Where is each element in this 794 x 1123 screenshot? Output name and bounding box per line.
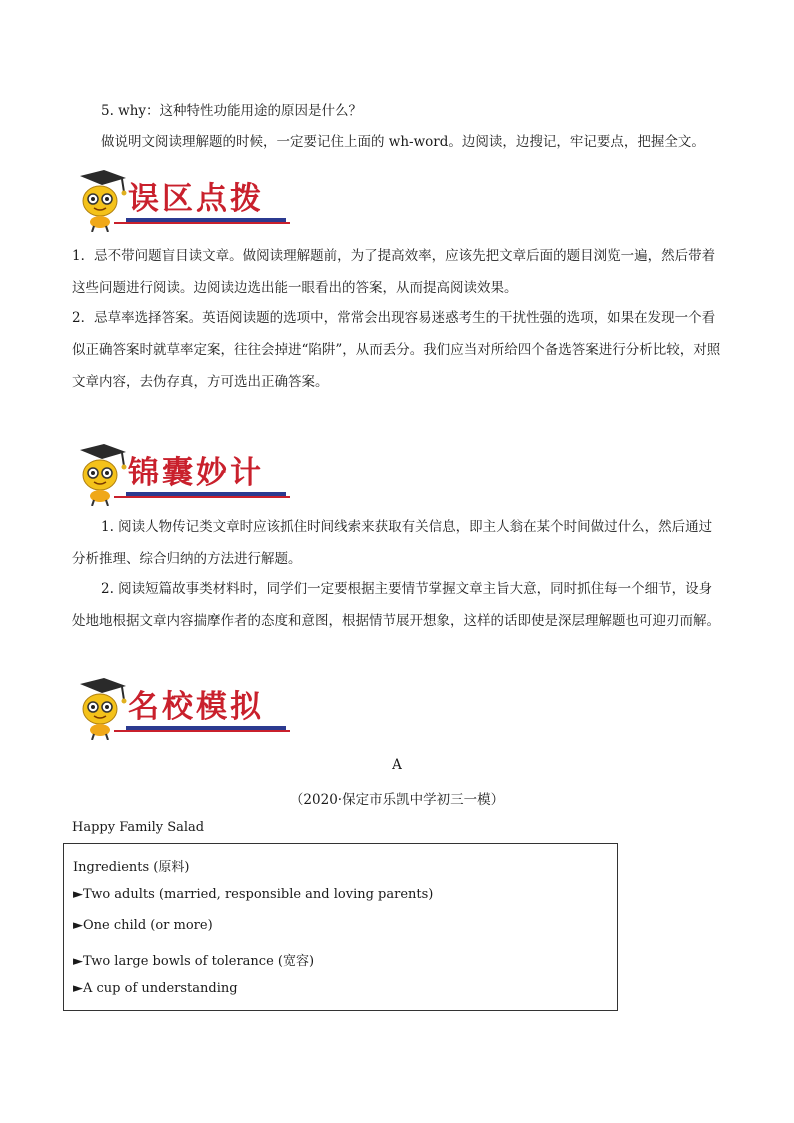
section-banner-tips bbox=[70, 444, 290, 502]
tip-item-1: 1. 阅读人物传记类文章时应该抓住时间线索来获取有关信息，即主人翁在某个时间做过什么，然后通过分析推理、综合归纳的方法进行解题。 bbox=[72, 519, 713, 567]
banner-underline bbox=[114, 222, 290, 224]
mistake-item-2: 2．忌草率选择答案。英语阅读题的选项中，常常会出现容易迷惑考生的干扰性强的选项，如果在发现一个看似正确答案时就草率定案，往往会掉进“陷阱”，从而丢分。我们应当对所给四个备选答案进行分析比较，对照文章内容，去伪存真，方可选出正确答案。 bbox=[72, 310, 721, 390]
passage-title: Happy Family Salad bbox=[72, 820, 205, 835]
ingredient-item: ►Two adults (married, responsible and loving parents) bbox=[73, 887, 434, 902]
ingredient-item: ►One child (or more) bbox=[73, 918, 213, 933]
passage-source: （2020·保定市乐凯中学初三一模） bbox=[289, 792, 505, 808]
section-banner-practice bbox=[70, 678, 290, 736]
intro-line-why: 5. why：这种特性功能用途的原因是什么？ bbox=[101, 103, 363, 119]
ingredient-item: ►Two large bowls of tolerance (宽容) bbox=[73, 954, 315, 969]
ingredients-header: Ingredients (原料) bbox=[73, 860, 190, 875]
section-title-tips: 锦囊妙计 bbox=[128, 455, 264, 491]
section-title-mistakes: 误区点拨 bbox=[128, 181, 264, 217]
ingredients-box bbox=[63, 843, 618, 1011]
ingredient-item: ►A cup of understanding bbox=[73, 981, 238, 996]
mistake-item-1: 1．忌不带问题盲目读文章。做阅读理解题前，为了提高效率，应该先把文章后面的题目浏览一遍，然后带着这些问题进行阅读。边阅读边选出能一眼看出的答案，从而提高阅读效果。 bbox=[72, 248, 716, 296]
tip-item-2: 2. 阅读短篇故事类材料时，同学们一定要根据主要情节掌握文章主旨大意，同时抓住每一个细节，设身处地地根据文章内容揣摩作者的态度和意图，根据情节展开想象，这样的话即使是深层理解题也可迎刃而解。 bbox=[72, 581, 720, 629]
banner-underline bbox=[114, 730, 290, 732]
section-banner-mistakes bbox=[70, 170, 290, 228]
banner-underline bbox=[114, 496, 290, 498]
intro-line-tip: 做说明文阅读理解题的时候，一定要记住上面的 wh-word。边阅读，边搜记，牢记要点，把握全文。 bbox=[101, 134, 705, 150]
section-title-practice: 名校模拟 bbox=[128, 689, 264, 725]
passage-label: A bbox=[392, 757, 402, 773]
